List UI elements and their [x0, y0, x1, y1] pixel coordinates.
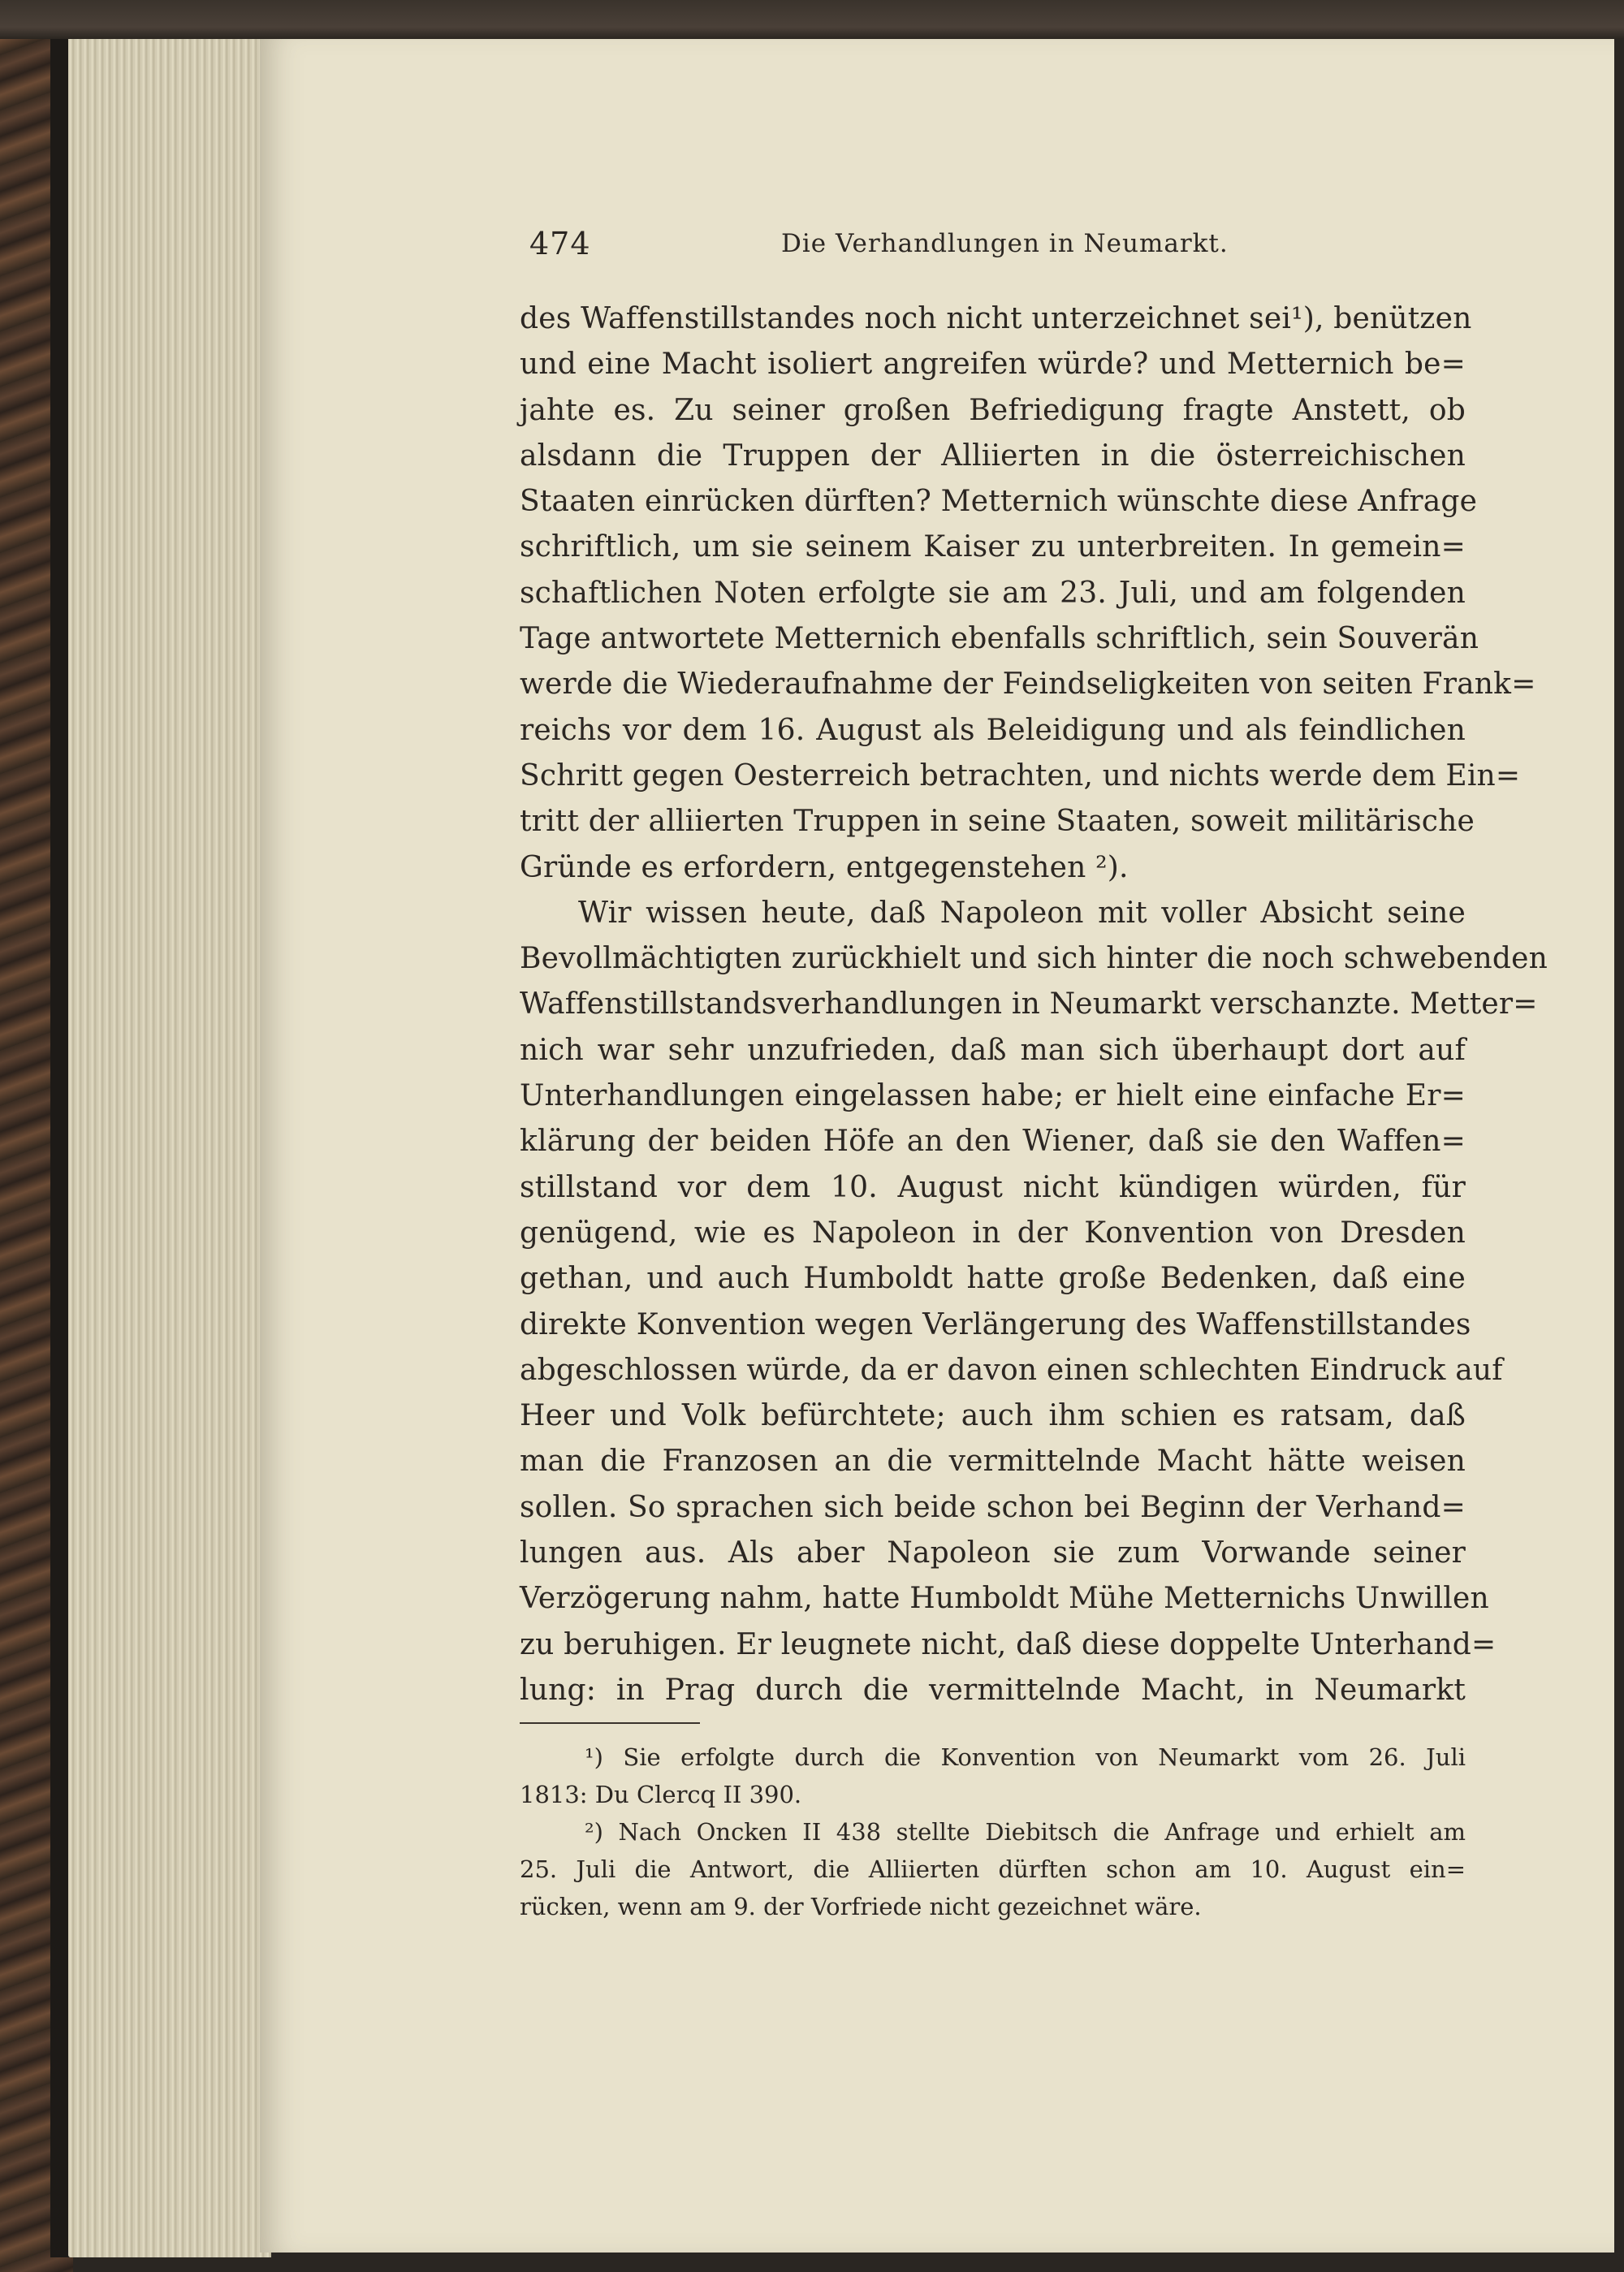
text-line: Schritt gegen Oesterreich betrachten, und nichts werde dem Ein=	[520, 758, 1521, 793]
text-line: Wir wissen heute, daß Napoleon mit voller Absicht seine	[578, 896, 1466, 930]
text-line: lungen aus. Als aber Napoleon sie zum Vorwande seiner	[520, 1536, 1466, 1570]
text-line: genügend, wie es Napoleon in der Konvention von Dresden	[520, 1216, 1466, 1250]
footnote-divider	[520, 1722, 700, 1724]
text-line: zu beruhigen. Er leugnete nicht, daß diese doppelte Unterhand=	[520, 1627, 1497, 1661]
text-line: klärung der beiden Höfe an den Wiener, daß sie den Waffen=	[520, 1125, 1466, 1159]
footnote-line: 25. Juli die Antwort, die Alliierten dürften schon am 10. August ein=	[520, 1855, 1466, 1883]
text-line: des Waffenstillstandes noch nicht unterzeichnet sei¹), benützen	[520, 302, 1472, 335]
text-line: Heer und Volk befürchtete; auch ihm schien es ratsam, daß	[520, 1399, 1466, 1433]
page-number: 474	[529, 226, 591, 261]
text-line: Staaten einrücken dürften? Metternich wünschte diese Anfrage	[520, 485, 1478, 519]
text-line: schaftlichen Noten erfolgte sie am 23. Juli, und am folgenden	[520, 576, 1466, 610]
running-head	[520, 226, 1466, 266]
text-line: Bevollmächtigten zurückhielt und sich hinter die noch schwebenden	[520, 942, 1548, 976]
text-line: Unterhandlungen eingelassen habe; er hielt eine einfache Er=	[520, 1079, 1466, 1113]
text-line: alsdann die Truppen der Alliierten in die österreichischen	[520, 438, 1466, 473]
body-text	[520, 296, 1548, 1713]
footnotes	[520, 1739, 1466, 1925]
text-line: direkte Konvention wegen Verlängerung des Waffenstillstandes	[520, 1307, 1471, 1341]
footnote-line: ¹) Sie erfolgte durch die Konvention von Neumarkt vom 26. Juli	[585, 1743, 1466, 1771]
text-line: Verzögerung nahm, hatte Humboldt Mühe Metternichs Unwillen	[520, 1582, 1489, 1616]
text-line: stillstand vor dem 10. August nicht kündigen würden, für	[520, 1170, 1466, 1204]
text-line: abgeschlossen würde, da er davon einen schlechten Eindruck auf	[520, 1353, 1503, 1387]
top-band	[0, 0, 1624, 39]
text-line: nich war sehr unzufrieden, daß man sich überhaupt dort auf	[520, 1033, 1466, 1067]
text-line: Waffenstillstandsverhandlungen in Neumarkt verschanzte. Metter=	[520, 987, 1538, 1022]
text-line: lung: in Prag durch die vermittelnde Macht, in Neumarkt	[520, 1673, 1466, 1707]
text-line: man die Franzosen an die vermittelnde Macht hätte weisen	[520, 1445, 1466, 1479]
footnote-line: 1813: Du Clercq II 390.	[520, 1781, 802, 1808]
page-stack	[68, 32, 271, 2257]
footnote-line: ²) Nach Oncken II 438 stellte Diebitsch die Anfrage und erhielt am	[585, 1818, 1466, 1846]
text-line: schriftlich, um sie seinem Kaiser zu unterbreiten. In gemein=	[520, 530, 1466, 564]
text-line: reichs vor dem 16. August als Beleidigung und als feindlichen	[520, 713, 1466, 747]
text-line: Gründe es erfordern, entgegenstehen ²).	[520, 850, 1129, 884]
text-line: werde die Wiederaufnahme der Feindseligkeiten von seiten Frank=	[520, 667, 1536, 702]
running-head-title: Die Verhandlungen in Neumarkt.	[781, 229, 1229, 258]
text-line: und eine Macht isoliert angreifen würde? und Metternich be=	[520, 348, 1466, 382]
text-line: jahte es. Zu seiner großen Befriedigung fragte Anstett, ob	[520, 393, 1466, 427]
text-line: sollen. So sprachen sich beide schon bei Beginn der Verhand=	[520, 1490, 1466, 1524]
text-line: tritt der alliierten Truppen in seine Staaten, soweit militärische	[520, 805, 1475, 839]
footnote-line: rücken, wenn am 9. der Vorfriede nicht gezeichnet wäre.	[520, 1893, 1202, 1920]
text-line: gethan, und auch Humboldt hatte große Bedenken, daß eine	[520, 1262, 1466, 1296]
text-line: Tage antwortete Metternich ebenfalls schriftlich, sein Souverän	[520, 622, 1479, 656]
